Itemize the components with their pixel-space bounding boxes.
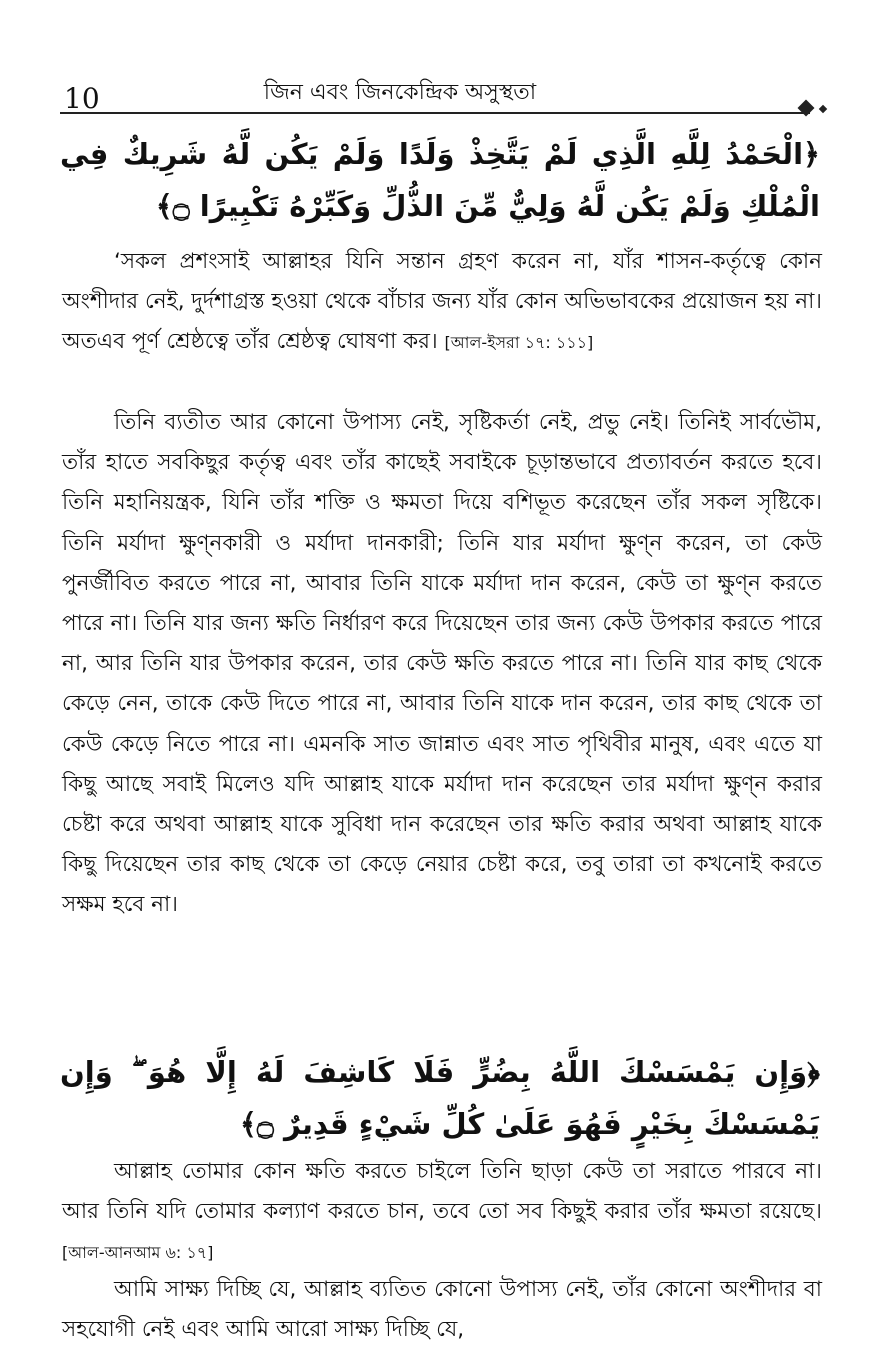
paragraph-body: [62, 403, 822, 926]
running-title: জিন এবং জিনকেন্দ্রিক অসুস্থতা: [263, 80, 537, 105]
paragraph-translation-2: [62, 1152, 822, 1274]
paragraph-3-text: আল্লাহ তোমার কোন ক্ষতি করতে চাইলে তিনি ছাড়া কেউ তা সরাতে পারবে না। আর তিনি যদি তোমার কল্যাণ করতে চান, তবে তো সব কিছুই করার তাঁর ক্ষমতা রয়েছে।: [62, 1159, 822, 1225]
small-diamond-ornament-icon: [819, 105, 827, 113]
paragraph-1-text: ‘সকল প্রশংসাই আল্লাহর যিনি সন্তান গ্রহণ করেন না, যাঁর শাসন-কর্তৃত্বে কোন অংশীদার নেই, দুর্দশাগ্রস্ত হওয়া থেকে বাঁচার জন্য যাঁর কোন অভিভাবকের প্রয়োজন হয় না। অতএব পূর্ণ শ্রেষ্ঠত্বে তাঁর শ্রেষ্ঠত্ব ঘোষণা কর।: [62, 249, 822, 355]
reference-1: [আল-ইসরা ১৭: ১১১]: [444, 333, 594, 353]
paragraph-translation-1: [62, 242, 822, 364]
page-number: 10: [64, 82, 100, 115]
quran-verse-1: [60, 128, 820, 232]
paragraph-4-text: আমি সাক্ষ্য দিচ্ছি যে, আল্লাহ ব্যতিত কোনো উপাস্য নেই, তাঁর কোনো অংশীদার বা সহযোগী নেই এবং আমি আরো সাক্ষ্য দিচ্ছি যে,: [62, 1277, 822, 1343]
reference-2: [আল-আনআম ৬: ১৭]: [62, 1243, 214, 1263]
verse-2-text: ﴿وَإِن يَمْسَسْكَ اللَّهُ بِضُرٍّ فَلَا كَاشِفَ لَهُ إِلَّا هُوَ ۖ وَإِن يَمْسَسْكَ بِخَيْرٍ فَهُوَ عَلَىٰ كُلِّ شَيْءٍ قَدِيرٌ ۝﴾: [60, 1055, 820, 1141]
header-rule: [60, 112, 810, 114]
paragraph-2-text: তিনি ব্যতীত আর কোনো উপাস্য নেই, সৃষ্টিকর্তা নেই, প্রভু নেই। তিনিই সার্বভৌম, তাঁর হাতে সবকিছুর কর্তৃত্ব এবং তাঁর কাছেই সবাইকে চূড়ান্তভাবে প্রত্যাবর্তন করতে হবে। তিনি মহানিয়ন্ত্রক, যিনি তাঁর শক্তি ও ক্ষমতা দিয়ে বশিভূত করেছেন তাঁর সকল সৃষ্টিকে। তিনি মর্যাদা ক্ষুণ্নকারী ও মর্যাদা দানকারী; তিনি যার মর্যাদা ক্ষুণ্ন করেন, তা কেউ পুনর্জীবিত করতে পারে না, আবার তিনি যাকে মর্যাদা দান করেন, কেউ তা ক্ষুণ্ন করতে পারে না। তিনি যার জন্য ক্ষতি নির্ধারণ করে দিয়েছেন তার জন্য কেউ উপকার করতে পারে না, আর তিনি যার উপকার করেন, তার কেউ ক্ষতি করতে পারে না। তিনি যার কাছ থেকে কেড়ে নেন, তাকে কেউ দিতে পারে না, আবার তিনি যাকে দান করেন, তার কাছ থেকে তা কেউ কেড়ে নিতে পারে না। এমনকি সাত জান্নাত এবং সাত পৃথিবীর মানুষ, এবং এতে যা কিছু আছে সবাই মিলেও যদি আল্লাহ যাকে মর্যাদা দান করেছেন তার মর্যাদা ক্ষুণ্ন করার চেষ্টা করে অথবা আল্লাহ যাকে সুবিধা দান করেছেন তার ক্ষতি করার অথবা আল্লাহ যাকে কিছু দিয়েছেন তার কাছ থেকে তা কেড়ে নেয়ার চেষ্টা করে, তবু তারা তা কখনোই করতে সক্ষম হবে না।: [62, 410, 822, 918]
verse-1-text: ﴿الْحَمْدُ لِلَّهِ الَّذِي لَمْ يَتَّخِذْ وَلَدًا وَلَمْ يَكُن لَّهُ شَرِيكٌ فِي الْمُلْكِ وَلَمْ يَكُن لَّهُ وَلِيٌّ مِّنَ الذُّلِّ وَكَبِّرْهُ تَكْبِيرًا ۝﴾: [60, 137, 820, 223]
paragraph-testimony: [62, 1270, 822, 1350]
quran-verse-2: [60, 1046, 820, 1150]
